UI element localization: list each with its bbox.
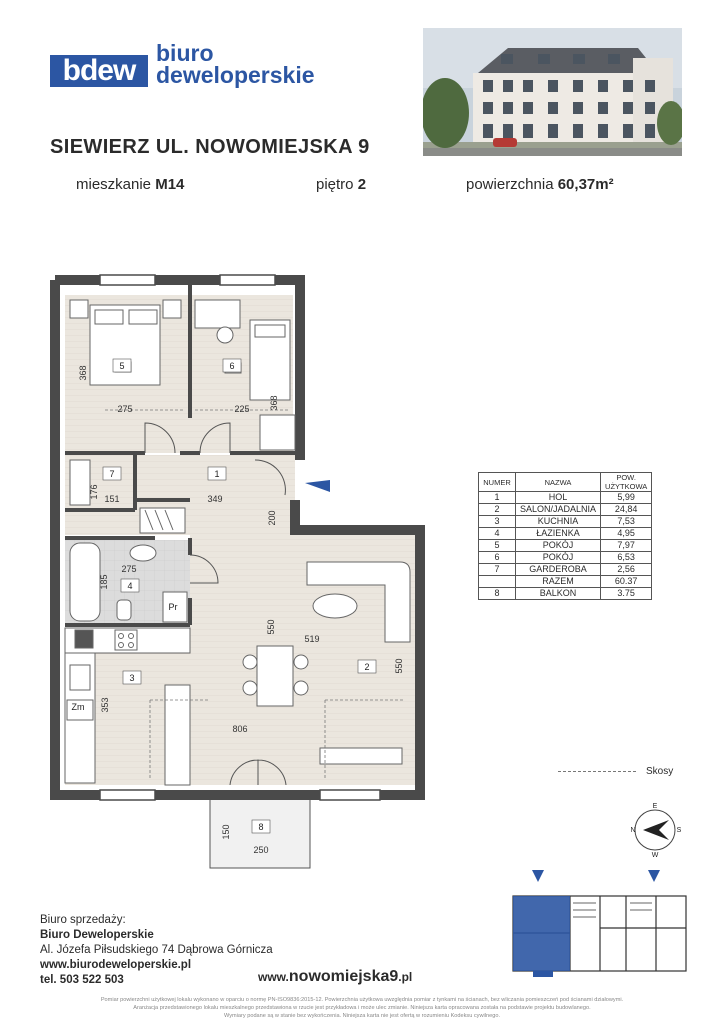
dimension: 185 [99,574,109,590]
table-row [479,504,652,516]
compass-icon [625,800,685,860]
dimension: 176 [89,484,99,500]
dimension: 368 [269,395,279,411]
table-cell: POKÓJ [516,540,601,552]
plan-label-zm: Zm [71,702,85,712]
dimension: 806 [232,724,248,734]
project-website-link[interactable] [258,968,412,986]
logo-mark: bdew [50,55,148,87]
dimension: 150 [221,824,231,840]
table-cell: HOL [516,492,601,504]
table-row [479,516,652,528]
room-number: 7 [109,469,115,479]
table-cell [479,576,516,588]
table-cell: 2,56 [601,564,652,576]
floor-plan [45,270,445,870]
dimension: 550 [394,658,404,674]
logo-line1: biuro [156,40,214,66]
dimension: 519 [304,634,320,644]
website-prefix: www. [258,970,289,984]
table-cell: 5 [479,540,516,552]
room-number: 5 [119,361,125,371]
room-number: 1 [214,469,220,479]
table-cell: 1 [479,492,516,504]
table-header-row [479,473,652,492]
dimension: 550 [266,619,276,635]
table-cell: 6,53 [601,552,652,564]
table-header: NAZWA [516,473,601,492]
floor-value: 2 [357,176,367,193]
dimension: 250 [253,845,269,855]
table-header: POW. UŻYTKOWA [601,473,652,492]
table-cell: BALKON [516,588,601,600]
table-row [479,576,652,588]
contact-address: Al. Józefa Piłsudskiego 74 Dąbrowa Górnicza [40,944,273,956]
table-cell: SALON/JADALNIA [516,504,601,516]
table-cell: ŁAZIENKA [516,528,601,540]
dimension: 275 [121,564,137,574]
table-row [479,540,652,552]
compass-w: W [651,852,659,859]
table-cell: 2 [479,504,516,516]
table-cell: POKÓJ [516,552,601,564]
compass-s: S [676,827,682,834]
key-plan [508,868,693,978]
compass-e: E [652,803,658,810]
room-number: 6 [229,361,235,371]
table-cell: 4,95 [601,528,652,540]
table-cell: 60.37 [601,576,652,588]
room-number: 4 [127,581,133,591]
table-row [479,528,652,540]
room-number: 2 [364,662,370,672]
building-render [423,28,682,156]
legend-skosy [558,766,673,777]
table-row [479,588,652,600]
website-main: nowomiejska9 [288,968,399,985]
dimension: 353 [100,697,110,713]
table-header: NUMER [479,473,516,492]
plan-label-pr: Pr [168,602,178,612]
table-cell: 3 [479,516,516,528]
table-cell: 7,97 [601,540,652,552]
legend-skosy-label: Skosy [646,766,674,777]
table-cell: 4 [479,528,516,540]
table-cell: 3.75 [601,588,652,600]
table-cell: 7 [479,564,516,576]
footer-line: Wymiary podane są w stanie bez wykończenia. Niniejsza karta nie jest ofertą w rozumieniu Kodeksu cywilnego. [223,1013,501,1019]
dimension: 368 [78,365,88,381]
table-row [479,552,652,564]
contact-sales-label: Biuro sprzedaży: [40,914,126,926]
dimension: 349 [207,494,223,504]
area-value: 60,37m² [557,176,614,193]
footer-line: Aranżacja przedstawionego lokalu mieszkalnego przedstawiona w rzucie jest przykładowa i może ulec zmianie. Niniejsza karta opracowana została na podstawie projektu budowlanego. [133,1005,591,1011]
contact-company: Biuro Deweloperskie [40,929,154,941]
compass-n: N [630,827,636,834]
page-title: SIEWIERZ UL. NOWOMIEJSKA 9 [50,136,370,158]
dimension: 275 [117,404,133,414]
contact-website-link[interactable]: www.biurodeweloperskie.pl [40,959,192,971]
apartment-label: mieszkanie [76,176,152,193]
table-cell: 8 [479,588,516,600]
table-row [479,492,652,504]
logo-text [156,42,315,86]
table-cell: GARDEROBA [516,564,601,576]
apartment-value: M14 [155,176,185,193]
logo-line2: deweloperskie [156,62,315,88]
area-label: powierzchnia [466,176,554,193]
contact-phone[interactable]: tel. 503 522 503 [40,974,124,986]
floor-label: piętro [316,176,354,193]
area-info [466,176,614,193]
table-cell: KUCHNIA [516,516,601,528]
dimension: 151 [104,494,120,504]
room-number: 3 [129,673,135,683]
table-cell: 5,99 [601,492,652,504]
dimension: 225 [234,404,250,414]
table-cell: RAZEM [516,576,601,588]
area-table [478,472,652,600]
apartment-info [76,176,184,193]
floor-info [316,176,366,193]
contact-block [40,913,273,988]
table-cell: 7,53 [601,516,652,528]
dashed-line-icon [558,771,636,772]
table-cell: 24,84 [601,504,652,516]
table-cell: 6 [479,552,516,564]
room-number: 8 [258,822,264,832]
dimension: 200 [267,510,277,526]
footer-disclaimer [0,996,724,1020]
website-suffix: .pl [398,970,413,984]
table-row [479,564,652,576]
footer-line: Pomiar powierzchni użytkowej lokalu wykonano w oparciu o normę PN-ISO9836:2015-12. Powierzchnia użytkowa uwzględnia pomiar z tynkami na ścianach, bez wliczania pomieszczeń pod ścianami działowymi. [100,997,624,1003]
